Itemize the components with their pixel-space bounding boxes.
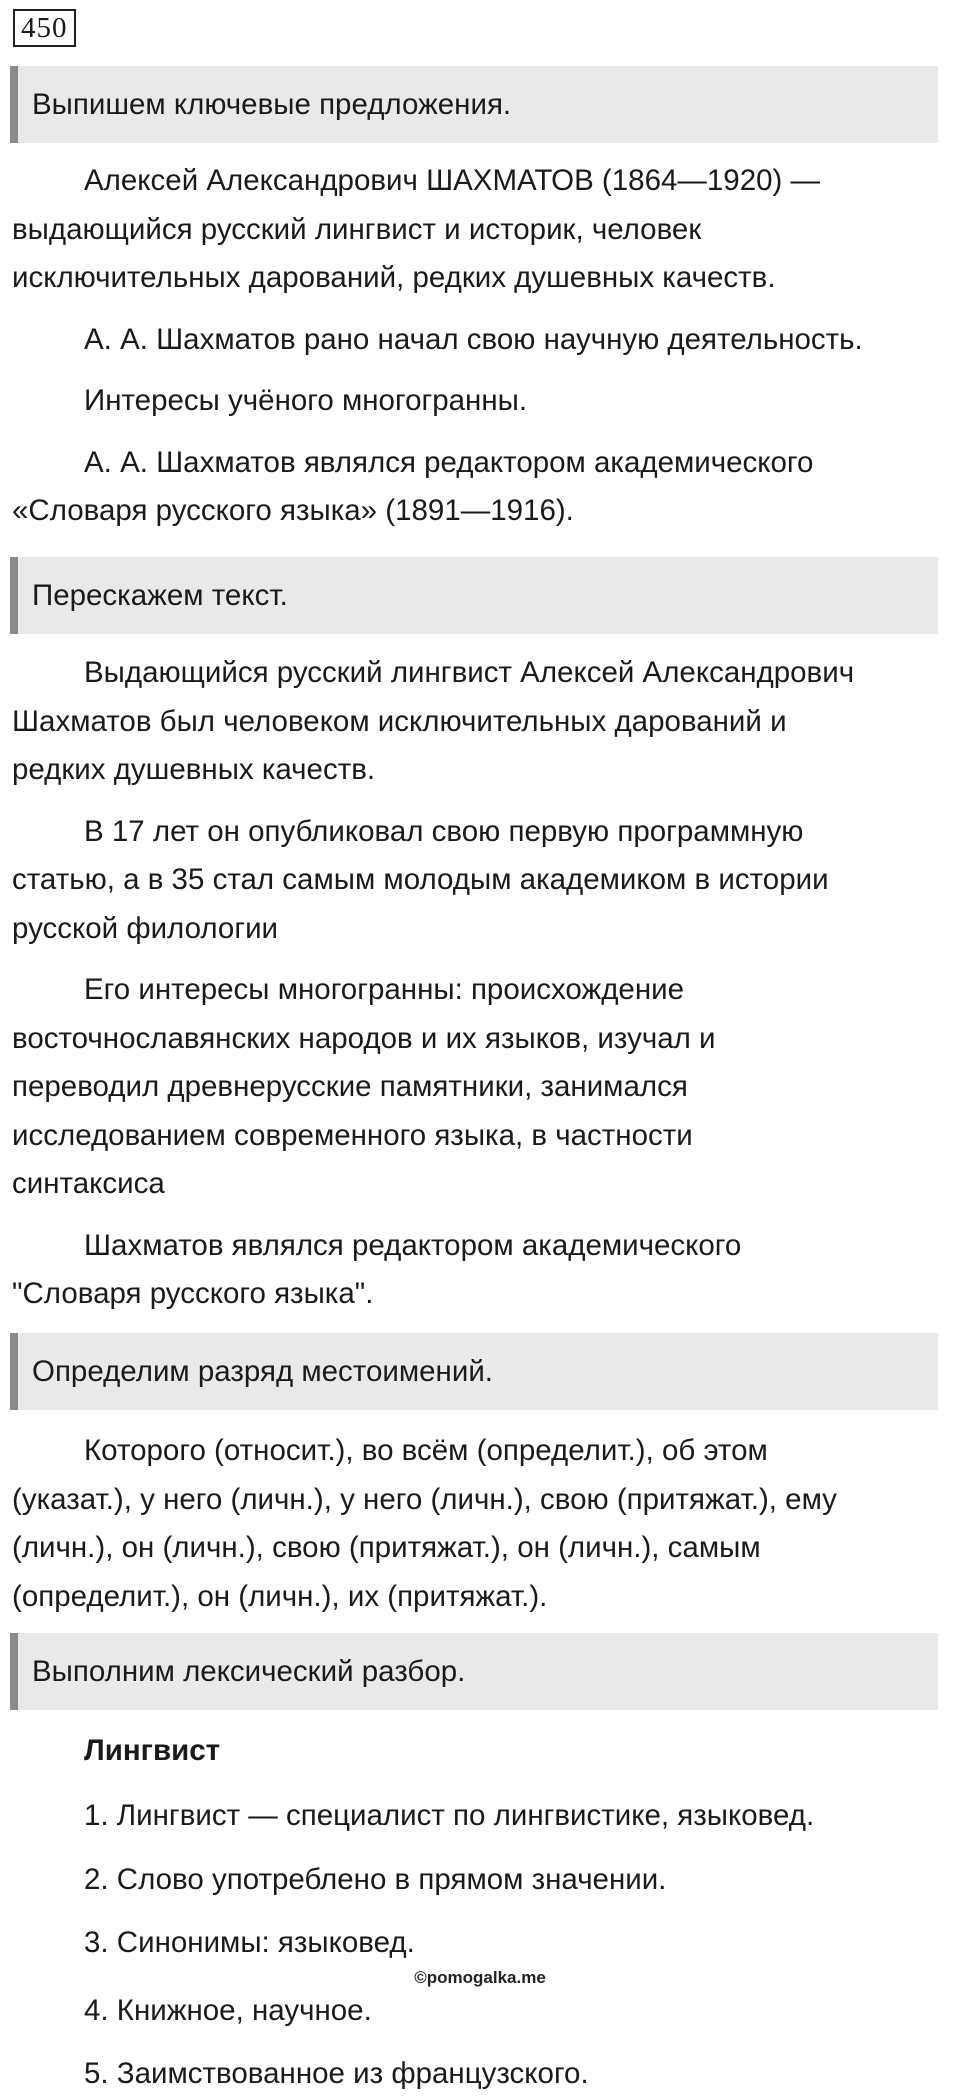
section-body-pronouns — [12, 1427, 952, 1621]
list-item: 1. Лингвист — специалист по лингвистике, языковед. — [84, 1799, 815, 1832]
paragraph: В 17 лет он опубликовал свою первую программную статью, а в 35 стал самым молодым академиком в истории русской филологии — [12, 814, 829, 945]
section-body-retelling — [12, 649, 952, 1319]
section-header-lexical-analysis: Выполним лексический разбор. — [10, 1633, 938, 1710]
section-header-key-sentences: Выпишем ключевые предложения. — [10, 66, 938, 143]
paragraph: Алексей Александрович ШАХМАТОВ (1864—1920) — выдающийся русский лингвист и историк, человек исключительных дарований, редких душевных качеств. — [12, 164, 821, 294]
task-number: 450 — [13, 9, 76, 47]
watermark: ©pomogalka.me — [414, 1968, 546, 1987]
paragraph: Его интересы многогранны: происхождение восточнославянских народов и их языков, изучал и переводил древнерусские памятники, занимался исследованием современного языка, в частности синтаксиса — [12, 973, 716, 1200]
paragraph: Выдающийся русский лингвист Алексей Александрович Шахматов был человеком исключительных дарований и редких душевных качеств. — [12, 656, 855, 786]
section-body-key-sentences — [12, 157, 952, 536]
paragraph: Шахматов являлся редактором академического "Словаря русского языка". — [12, 1228, 742, 1310]
paragraph: А. А. Шахматов рано начал свою научную деятельность. — [84, 322, 863, 356]
paragraph: А. А. Шахматов являлся редактором академического «Словаря русского языка» (1891—1916). — [12, 445, 814, 527]
list-item: 5. Заимствованное из французского. — [84, 2057, 589, 2090]
list-item: 4. Книжное, научное. — [84, 1994, 372, 2027]
analysis-term: Лингвист — [84, 1734, 221, 1767]
paragraph: Интересы учёного многогранны. — [84, 384, 528, 417]
list-item: 2. Слово употреблено в прямом значении. — [84, 1863, 667, 1896]
list-item: 3. Синонимы: языковед. — [84, 1926, 415, 1959]
section-header-retelling: Перескажем текст. — [10, 557, 938, 634]
paragraph: Которого (относит.), во всём (определит.), об этом (указат.), у него (личн.), у него (личн.), свою (притяжат.), ему (личн.), он (личн.), свою (притяжат.), он (личн.), самым (определит.), он (личн.), их (притяжат.). — [12, 1434, 837, 1613]
section-header-pronouns: Определим разряд местоимений. — [10, 1333, 938, 1410]
